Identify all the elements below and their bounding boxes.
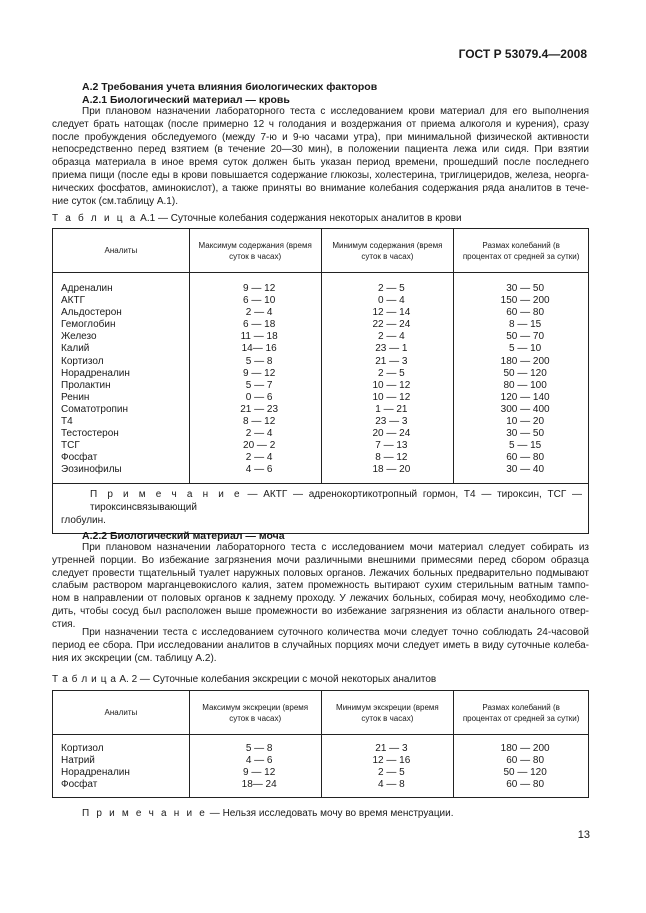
- table-cell: 60 — 80: [506, 755, 545, 767]
- table-cell: 6 — 10: [243, 295, 276, 307]
- table-cell: 7 — 13: [375, 440, 408, 452]
- column-header-min: Минимум экскреции (время суток в часах): [321, 691, 454, 735]
- table-cell: 8 — 12: [243, 416, 276, 428]
- table-cell: Альдостерон: [61, 307, 122, 319]
- table-cell: Кортизол: [61, 355, 104, 367]
- table-cell: 22 — 24: [372, 319, 411, 331]
- table-cell: 18 — 20: [372, 464, 411, 476]
- text-line: При назначении теста с исследованием суточного количества мочи следует точно соблюдать 24-часовой: [82, 627, 589, 638]
- table-cell: 2 — 4: [245, 307, 273, 319]
- table-cell: 9 — 12: [243, 367, 276, 379]
- column-header-range: Размах колебаний (в процентах от средней за сутки): [454, 229, 589, 273]
- table-a2: [52, 690, 589, 798]
- table-cell: Соматотропин: [61, 403, 129, 415]
- table-cell: 2 — 4: [245, 428, 273, 440]
- table-a1-note: П р и м е ч а н и е — АКТГ — адренокортикотропный гормон, T4 — тироксин, ТСГ — тироксинсвязывающий глобулин.: [53, 484, 589, 534]
- section-title-a2: А.2 Требования учета влияния биологических факторов: [82, 81, 378, 93]
- text-line: утренней порции. Во избежание загрязнения мочи различными внешними примесями перед сбором образца: [52, 554, 589, 566]
- table-cell: 5 — 8: [245, 743, 273, 754]
- analyte-column: [53, 735, 190, 798]
- table-cell: Пролактин: [61, 379, 111, 391]
- table-cell: 2 — 5: [378, 283, 405, 294]
- table-cell: 5 — 10: [509, 343, 542, 355]
- min-column: [321, 735, 454, 798]
- table-cell: Норадреналин: [61, 767, 130, 779]
- subsection-title-a21: А.2.1 Биологический материал — кровь: [82, 94, 290, 106]
- table-cell: 8 — 12: [375, 452, 408, 464]
- table-cell: 60 — 80: [506, 307, 545, 319]
- text-line: непосредственно перед взятием (в течение 20—30 мин), в положении пациента лежа или сидя. При взятии: [52, 144, 589, 156]
- table-cell: Фосфат: [61, 452, 98, 464]
- table-cell: 18— 24: [241, 779, 277, 791]
- table-cell: Фосфат: [61, 779, 98, 791]
- table-cell: 4 — 6: [245, 464, 273, 476]
- table-cell: Натрий: [61, 755, 95, 767]
- table-cell: 50 — 70: [506, 331, 545, 343]
- table-cell: 1 — 21: [375, 403, 408, 415]
- table-cell: Ренин: [61, 391, 90, 403]
- range-column: [454, 735, 589, 798]
- table-cell: 80 — 100: [503, 379, 547, 391]
- table-a1-caption: Т а б л и ц а А.1 — Суточные колебания содержания некоторых аналитов в крови: [52, 213, 462, 224]
- table-cell: 23 — 1: [375, 343, 408, 355]
- table-cell: Адреналин: [61, 283, 113, 294]
- table-cell: 21 — 3: [375, 743, 408, 754]
- text-line: ние суток (см.таблицу А.1).: [52, 195, 178, 207]
- text-line: после пробуждения обследуемого (между 7-ю и 9-ю часами утра), при минимальной физической активности: [52, 131, 589, 143]
- table-cell: 60 — 80: [506, 779, 545, 791]
- table-cell: 2 — 4: [245, 452, 273, 464]
- table-cell: 0 — 6: [245, 391, 273, 403]
- paragraph-blood: [52, 106, 589, 208]
- table-cell: Железо: [61, 331, 97, 343]
- table-cell: 180 — 200: [500, 355, 550, 367]
- table-cell: 150 — 200: [500, 295, 550, 307]
- table-cell: 300 — 400: [500, 403, 550, 415]
- table-cell: 30 — 50: [506, 428, 545, 440]
- table-a2-caption: Т а б л и ц а А. 2 — Суточные колебания экскреции с мочой некоторых аналитов: [52, 674, 437, 685]
- table-cell: 14— 16: [241, 343, 277, 355]
- text-line: следует провести тщательный туалет наружных половых органов. Лежачих больных предварительно подмывают: [52, 567, 589, 579]
- table-cell: 180 — 200: [500, 743, 550, 754]
- column-header-range: Размах колебаний (в процентах от средней за сутки): [454, 691, 589, 735]
- table-cell: 9 — 12: [243, 767, 276, 779]
- table-cell: 8 — 15: [509, 319, 542, 331]
- table-cell: 21 — 3: [375, 355, 408, 367]
- analyte-column: [53, 273, 190, 484]
- table-cell: АКТГ: [61, 295, 86, 307]
- text-line: дить, чтобы сосуд был расположен выше промежности во избежание загрязнения из области анального отвер-: [52, 605, 589, 617]
- table-cell: 2 — 5: [378, 367, 405, 379]
- column-header-analyte: Аналиты: [53, 229, 190, 273]
- text-line: приема пищи (после еды в крови повышается содержание глюкозы, холестерина, триглицеридов, железа, неорга-: [52, 169, 589, 181]
- table-cell: 0 — 4: [378, 295, 405, 307]
- table-cell: 10 — 12: [372, 379, 411, 391]
- column-header-analyte: Аналиты: [53, 691, 190, 735]
- max-column: [189, 735, 321, 798]
- max-column: [189, 273, 321, 484]
- table-cell: Эозинофилы: [61, 464, 122, 476]
- table-cell: 2 — 5: [378, 767, 405, 779]
- table-cell: 5 — 7: [245, 379, 273, 391]
- paragraph-urine: [52, 542, 589, 632]
- text-line: ном в направлении от половых органов к заднему проходу. У лежачих больных, собирая мочу, необходимо сле-: [52, 593, 589, 605]
- table-cell: 50 — 120: [503, 367, 547, 379]
- table-a2-note: П р и м е ч а н и е — Нельзя исследовать мочу во время менструации.: [82, 808, 454, 819]
- table-a1: [52, 228, 589, 534]
- table-cell: 11 — 18: [240, 331, 278, 343]
- text-line: образца материала в иное время суток должен быть указан период времени, прошедший после последнего: [52, 157, 589, 169]
- table-cell: 30 — 40: [506, 464, 545, 476]
- table-cell: 50 — 120: [503, 767, 547, 779]
- page-number: 13: [577, 829, 590, 841]
- table-cell: 120 — 140: [500, 391, 550, 403]
- table-cell: T4: [61, 416, 73, 428]
- column-header-min: Минимум содержания (время суток в часах): [321, 229, 454, 273]
- text-line: ния их экскреции (см. таблицу А.2).: [52, 652, 217, 664]
- table-cell: 4 — 8: [378, 779, 405, 791]
- table-cell: ТСГ: [61, 440, 80, 452]
- range-column: [454, 273, 589, 484]
- text-line: При плановом назначении лабораторного теста с исследованием мочи материал следует собирать из: [82, 542, 589, 553]
- table-cell: Норадреналин: [61, 367, 130, 379]
- table-cell: 10 — 12: [372, 391, 411, 403]
- text-line: следует брать натощак (после примерно 12 ч голодания и воздержания от приема алкоголя и курения), сразу: [52, 118, 589, 130]
- standard-designation: ГОСТ Р 53079.4—2008: [458, 47, 587, 61]
- text-line: нических фосфатов, аминокислот), а также приняты во внимание колебания содержания ряда аналитов в тече-: [52, 182, 589, 194]
- table-cell: 21 — 23: [240, 403, 279, 415]
- table-cell: 30 — 50: [506, 283, 545, 294]
- table-cell: 6 — 18: [243, 319, 276, 331]
- table-cell: 2 — 4: [378, 331, 405, 343]
- text-line: слабым раствором марганцевокислого калия, затем промежность вытирают сухим стерильным ватным тампо-: [52, 580, 589, 592]
- text-line: период ее сбора. При исследовании аналитов в случайных порциях мочи следует иметь в виду суточные колеба-: [52, 639, 589, 651]
- table-cell: 5 — 15: [509, 440, 542, 452]
- table-cell: 5 — 8: [245, 355, 273, 367]
- column-header-max: Максимум содержания (время суток в часах): [189, 229, 321, 273]
- table-cell: 9 — 12: [243, 283, 276, 294]
- text-line: При плановом назначении лабораторного теста с исследованием крови материал для его выполнения: [82, 106, 589, 117]
- min-column: [321, 273, 454, 484]
- table-cell: 12 — 16: [372, 755, 411, 767]
- table-cell: Гемоглобин: [61, 319, 116, 331]
- text-line: стия.: [52, 618, 76, 630]
- table-cell: 20 — 2: [243, 440, 276, 452]
- column-header-max: Максимум экскреции (время суток в часах): [189, 691, 321, 735]
- table-cell: 60 — 80: [506, 452, 545, 464]
- table-cell: Тестостерон: [61, 428, 119, 440]
- table-cell: 10 — 20: [506, 416, 545, 428]
- subsection-title-a22: А.2.2 Биологический материал — моча: [82, 530, 285, 542]
- table-cell: 23 — 3: [375, 416, 408, 428]
- table-cell: Калий: [61, 343, 90, 355]
- table-cell: 12 — 14: [372, 307, 411, 319]
- table-cell: Кортизол: [61, 743, 104, 754]
- table-cell: 4 — 6: [245, 755, 273, 767]
- paragraph-daily-urine: [52, 627, 589, 665]
- table-cell: 20 — 24: [372, 428, 411, 440]
